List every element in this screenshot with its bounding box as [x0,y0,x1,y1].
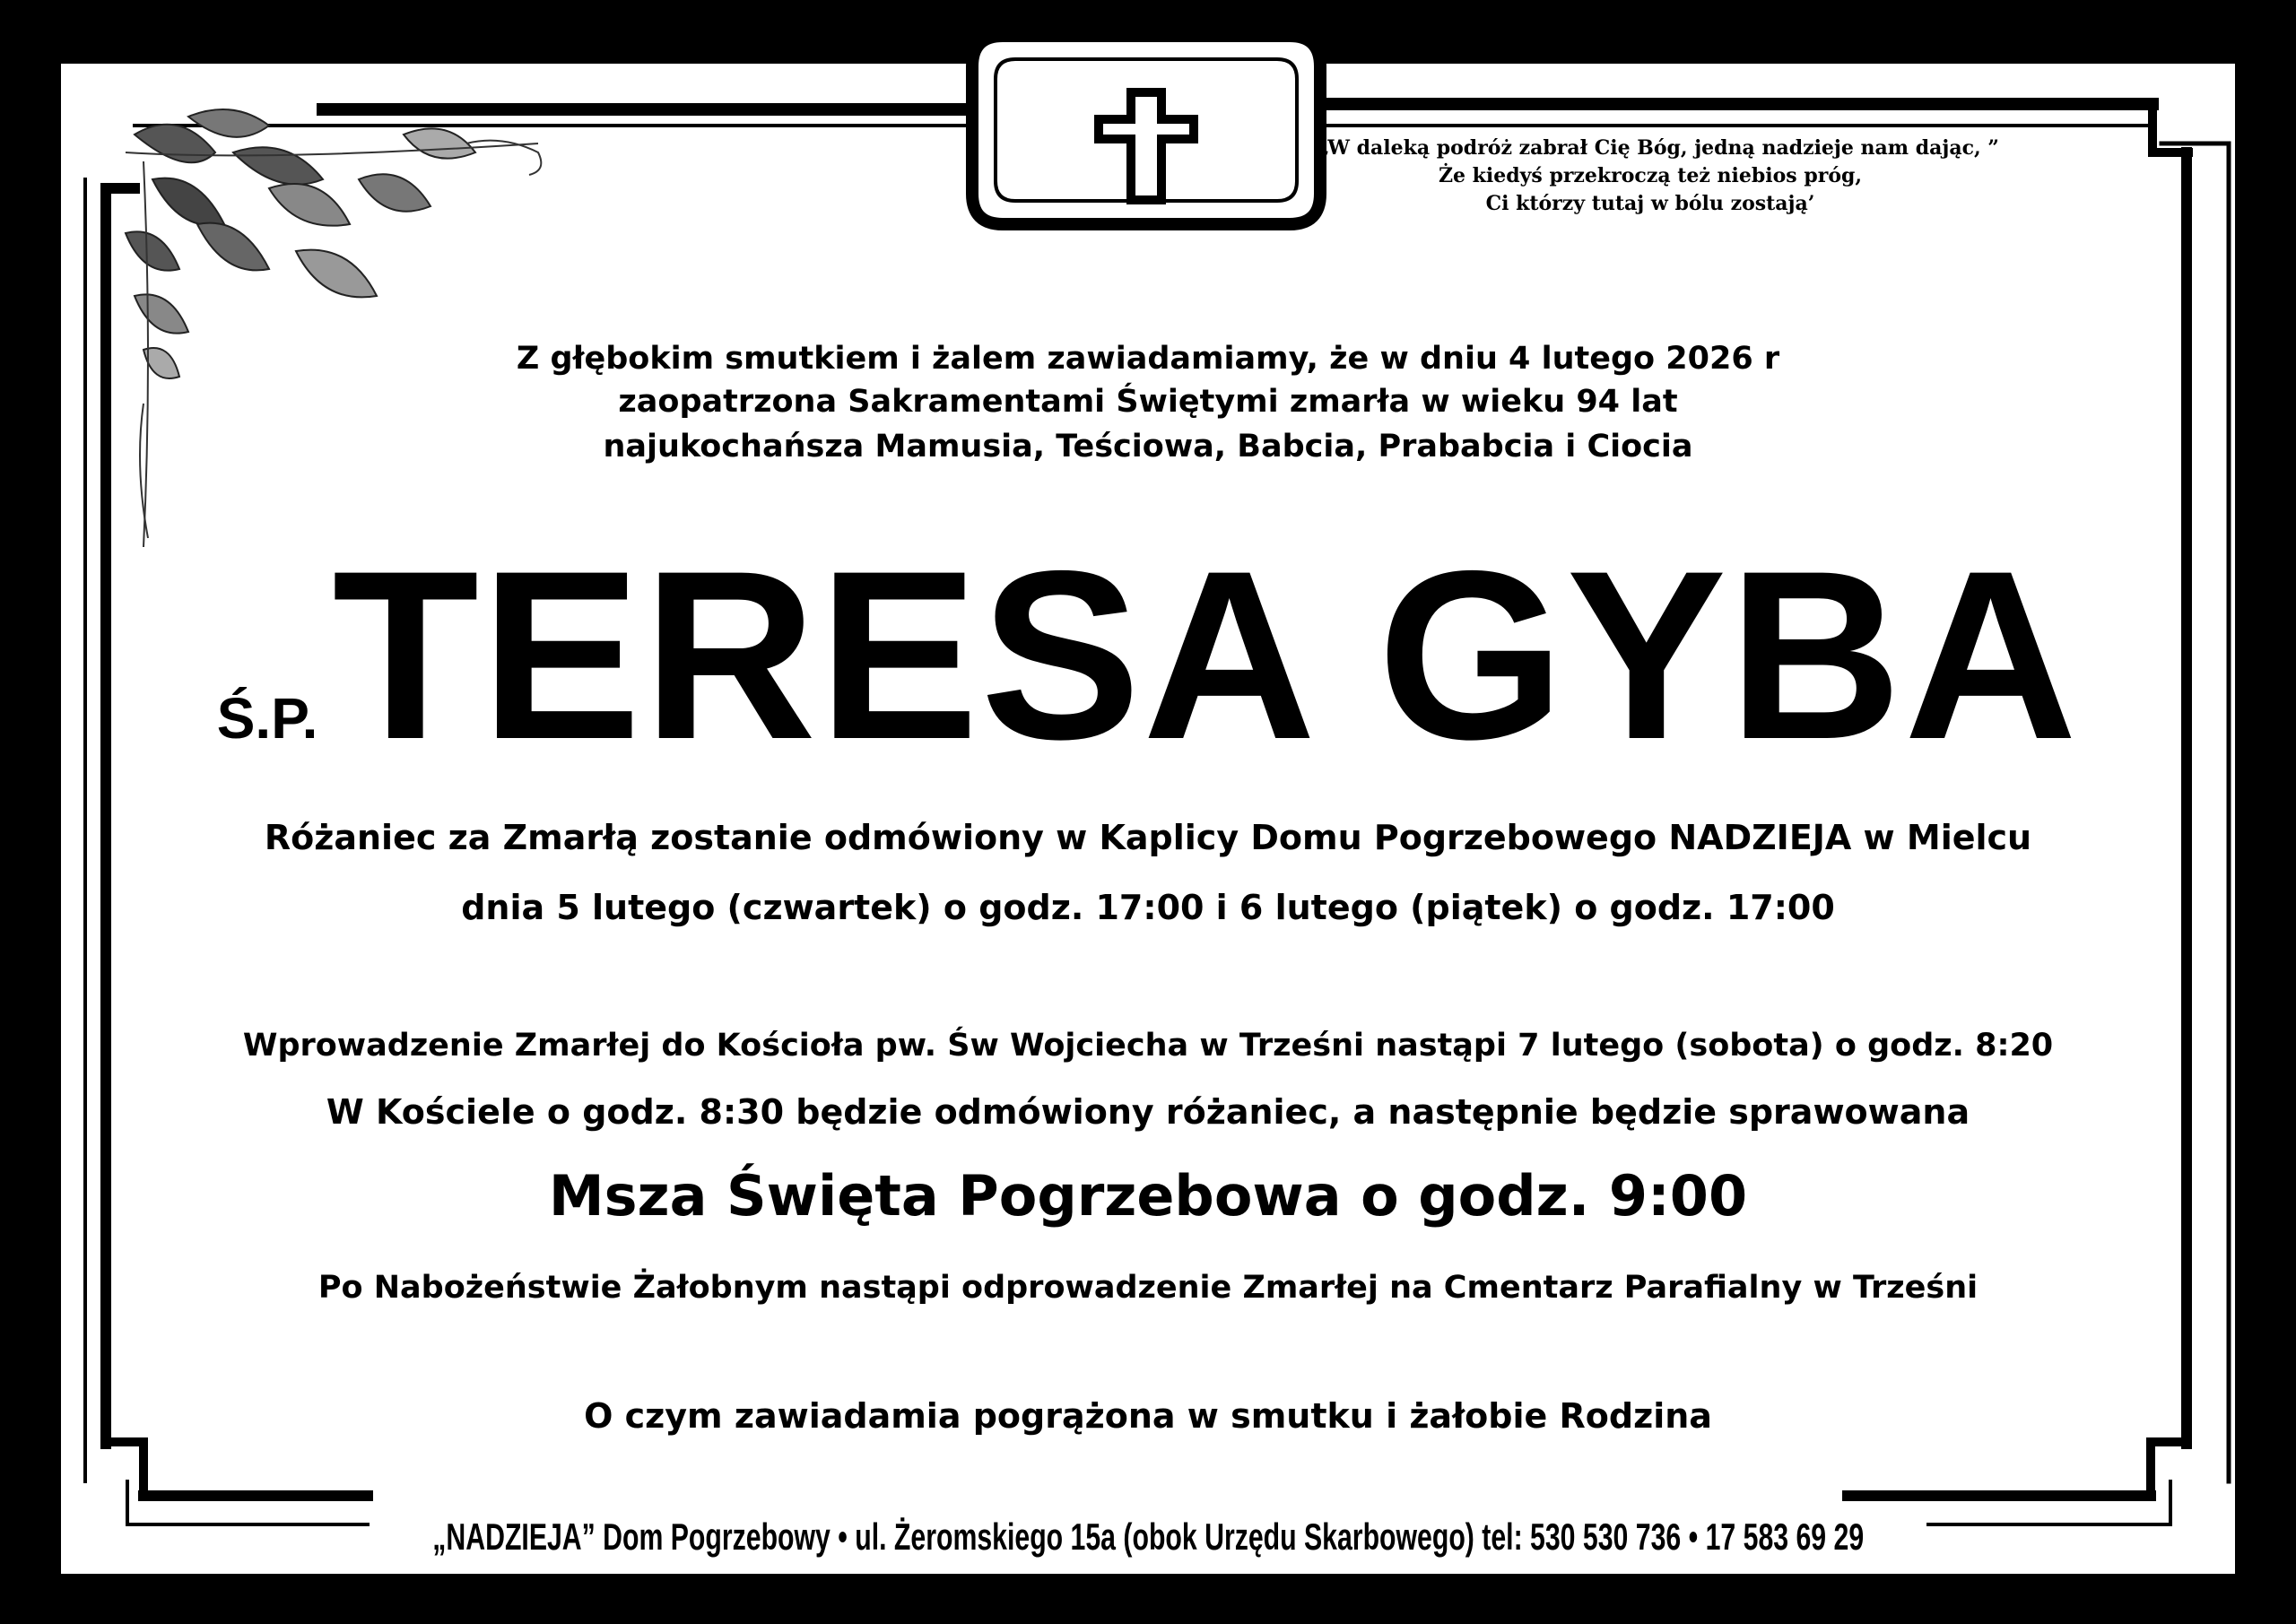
rosary-line: dnia 5 lutego (czwartek) o godz. 17:00 i 6 lutego (piątek) o godz. 17:00 [461,888,1835,927]
funeral-mass-line: Msza Święta Pogrzebowa o godz. 9:00 [548,1163,1748,1229]
quote-line: Że kiedyś przekroczą też niebios próg, [1438,164,1863,187]
quote-line: „W daleką podróż zabrał Cię Bóg, jedną nadzieje nam dając, ” [1318,136,1999,160]
rosary-line: Różaniec za Zmarłą zostanie odmówiony w Kaplicy Domu Pogrzebowego NADZIEJA w Mielcu [264,818,2032,857]
quote-line: Ci którzy tutaj w bólu zostają’ [1485,192,1815,215]
cross-plaque [972,36,1320,224]
footer-text: „NADZIEJA” Dom Pogrzebowy • ul. Żeromskiego 15a (obok Urzędu Skarbowego) tel: 530 530 736 • 17 583 69 29 [427,1515,1868,1559]
funeral-home-footer [0,1515,2296,1559]
church-entry-line: Wprowadzenie Zmarłej do Kościoła pw. Św Wojciecha w Trześni nastąpi 7 lutego (sobota) o godz. 8:20 [242,1028,2054,1064]
family-signature: O czym zawiadamia pogrążona w smutku i żałobie Rodzina [584,1396,1712,1436]
deceased-heading [0,520,2296,789]
intro-line: zaopatrzona Sakramentami Świętymi zmarła w wieku 94 lat [618,384,1678,420]
church-entry-line: W Kościele o godz. 8:30 będzie odmówiony różaniec, a następnie będzie sprawowana [326,1092,1970,1132]
memorial-quote [1318,135,1999,218]
intro-line: Z głębokim smutkiem i żalem zawiadamiamy, że w dniu 4 lutego 2026 r [516,341,1780,377]
deceased-name: TERESA GYBA [332,520,2080,789]
intro-line: najukochańsza Mamusia, Teściowa, Babcia, Prababcia i Ciocia [603,429,1693,465]
floral-decoration [126,109,541,547]
deceased-prefix: Ś.P. [216,686,318,751]
procession-line: Po Nabożeństwie Żałobnym nastąpi odprowadzenie Zmarłej na Cmentarz Parafialny w Trześni [317,1270,1979,1306]
